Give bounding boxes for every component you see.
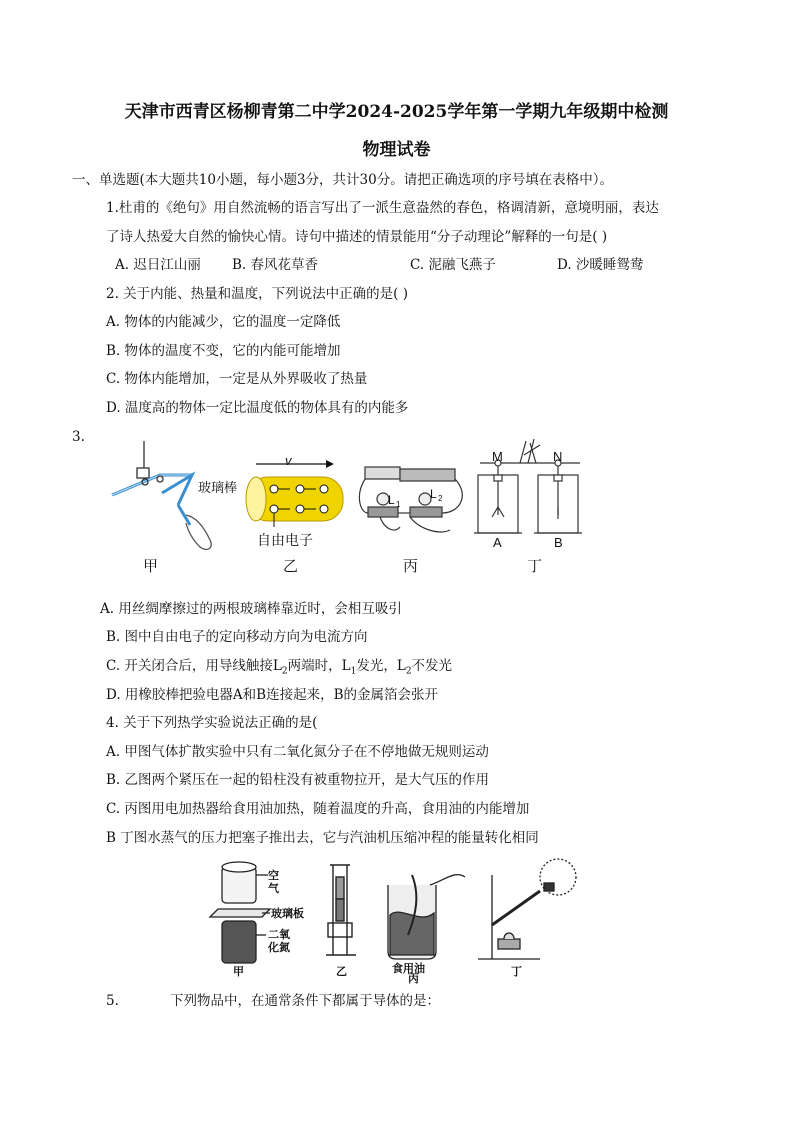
q5-stem: 下列物品中，在通常条件下都属于导体的是：: [170, 993, 440, 1009]
q4-option-a: A. 甲图气体扩散实验中只有二氧化氮分子在不停地做无规则运动: [106, 744, 489, 760]
q1-stem-line1: 1.杜甫的《绝句》用自然流畅的语言写出了一派生意盎然的春色，格调清新，意境明丽，表达: [106, 200, 659, 216]
caption-jia: 甲: [143, 558, 159, 575]
figure-yi-conductor: [246, 460, 343, 527]
q3-option-c-part1: C. 开关闭合后，用导线触接L: [106, 658, 282, 674]
caption-jia: 甲: [233, 966, 244, 978]
label-no2-2: 化氮: [268, 942, 290, 954]
label-m: M: [492, 449, 503, 464]
q4-figure: [0, 855, 793, 985]
q3-option-b: B. 图中自由电子的定向移动方向为电流方向: [106, 629, 368, 645]
label-l2-sub: 2: [438, 494, 443, 503]
q2-option-d: D. 温度高的物体一定比温度低的物体具有的内能多: [106, 400, 409, 416]
q4-stem: 4. 关于下列热学实验说法正确的是(: [106, 715, 318, 731]
label-air-1: 空: [268, 870, 279, 882]
caption-bing: 丙: [403, 558, 419, 575]
q3-option-c-sub3: 2: [405, 666, 412, 677]
caption-yi: 乙: [336, 966, 347, 978]
q5-number: 5.: [106, 993, 119, 1009]
q4-option-d: B 丁图水蒸气的压力把塞子推出去，它与汽油机压缩冲程的能量转化相同: [106, 830, 539, 846]
q1-option-b: B. 春风花草香: [232, 257, 319, 273]
label-l1: L: [388, 493, 395, 507]
q1-option-a: A. 迟日江山丽: [115, 257, 201, 273]
label-air-2: 气: [268, 883, 279, 895]
q3-number: 3.: [72, 429, 85, 445]
caption-ding: 丁: [511, 966, 522, 978]
caption-ding: 丁: [527, 558, 543, 575]
q4-option-c: C. 丙图用电加热器给食用油加热，随着温度的升高，食用油的内能增加: [106, 801, 530, 817]
label-l1-sub: 1: [396, 500, 401, 509]
figure-bing-oil-heating: [388, 875, 465, 959]
q3-option-d: D. 用橡胶棒把验电器A和B连接起来，B的金属箔会张开: [106, 687, 439, 703]
q2-option-c: C. 物体内能增加，一定是从外界吸收了热量: [106, 371, 368, 387]
caption-yi: 乙: [283, 558, 299, 575]
exam-subtitle: 物理试卷: [362, 140, 431, 160]
caption-bing: 丙: [408, 973, 419, 985]
section-heading: 一、单选题(本大题共10小题，每小题3分，共计30分。请把正确选项的序号填在表格中）。: [72, 172, 613, 188]
q1-stem-line2: 了诗人热爱大自然的愉快心情。诗句中描述的情景能用“分子动理论”解释的一句是( ): [106, 229, 608, 245]
q3-option-c-part2: 两端时，L: [287, 658, 351, 674]
label-glass-rod: 玻璃棒: [198, 480, 238, 495]
q3-option-c: [106, 657, 452, 681]
figure-ding-steam-cork: [478, 859, 576, 959]
label-b: B: [554, 535, 563, 550]
label-n: N: [553, 449, 563, 464]
q3-figure: [0, 435, 793, 595]
figure-jia-glass-rods: [112, 441, 211, 549]
figure-yi-lead-cylinders: [326, 865, 356, 955]
q3-option-c-sub1: 2: [281, 666, 288, 677]
q2-stem: 2. 关于内能、热量和温度，下列说法中正确的是( ): [106, 286, 408, 302]
q3-option-c-part4: 不发光: [411, 658, 453, 674]
figure-ding-electroscopes: [474, 439, 582, 533]
label-a: A: [493, 535, 502, 550]
label-oil: 食用油: [392, 963, 425, 975]
q4-option-b: B. 乙图两个紧压在一起的铅柱没有被重物拉开，是大气压的作用: [106, 772, 490, 788]
figure-jia-diffusion: [210, 862, 270, 963]
q3-option-c-sub2: 1: [350, 666, 357, 677]
label-glass-plate: 玻璃板: [271, 908, 304, 920]
q3-option-a: A. 用丝绸摩擦过的两根玻璃棒靠近时，会相互吸引: [100, 601, 402, 617]
q1-option-c: C. 泥融飞燕子: [410, 257, 496, 273]
label-no2-1: 二氧: [268, 929, 290, 941]
q2-option-b: B. 物体的温度不变，它的内能可能增加: [106, 343, 341, 359]
exam-title: 天津市西青区杨柳青第二中学2024-2025学年第一学期九年级期中检测: [124, 102, 669, 122]
q2-option-a: A. 物体的内能减少，它的温度一定降低: [106, 314, 341, 330]
label-velocity: v: [285, 453, 292, 468]
label-l2: L: [430, 487, 437, 501]
q1-option-d: D. 沙暖睡鸳鸯: [557, 257, 644, 273]
q3-option-c-part3: 发光，L: [356, 658, 406, 674]
figure-bing-circuit: [359, 467, 462, 532]
label-free-electron: 自由电子: [257, 532, 313, 548]
